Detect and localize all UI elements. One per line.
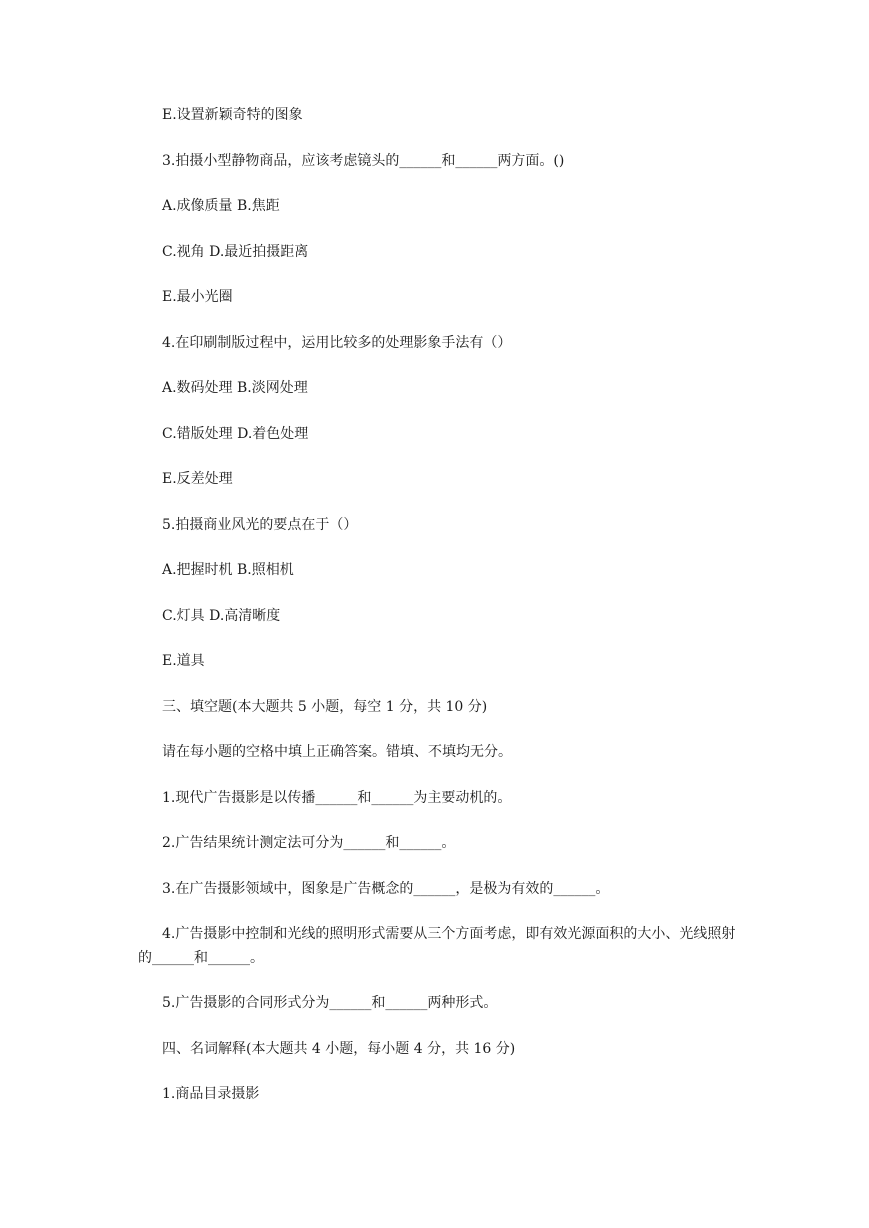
- section-3-instructions: 请在每小题的空格中填上正确答案。错填、不填均无分。: [162, 744, 512, 760]
- fill-question-1: 1.现代广告摄影是以传播______和______为主要动机的。: [162, 790, 512, 806]
- term-question-1: 1.商品目录摄影: [162, 1086, 260, 1102]
- fill-question-5: 5.广告摄影的合同形式分为______和______两种形式。: [162, 995, 498, 1011]
- options-3-ab: A.成像质量 B.焦距: [162, 198, 280, 214]
- options-4-e: E.反差处理: [162, 471, 233, 487]
- options-4-ab: A.数码处理 B.淡网处理: [162, 380, 308, 396]
- question-4-printing: 4.在印刷制版过程中，运用比较多的处理影象手法有（）: [162, 335, 512, 351]
- option-e-novel-image: E.设置新颖奇特的图象: [162, 107, 303, 123]
- options-5-e: E.道具: [162, 653, 205, 669]
- question-5-landscape: 5.拍摄商业风光的要点在于（）: [162, 517, 358, 533]
- section-3-heading: 三、填空题(本大题共 5 小题，每空 1 分，共 10 分): [162, 699, 488, 715]
- question-3-lens: 3.拍摄小型静物商品，应该考虑镜头的______和______两方面。(): [162, 153, 565, 169]
- options-5-cd: C.灯具 D.高清晰度: [162, 608, 281, 624]
- fill-question-3: 3.在广告摄影领域中，图象是广告概念的______，是极为有效的______。: [162, 881, 610, 897]
- section-4-heading: 四、名词解释(本大题共 4 小题，每小题 4 分，共 16 分): [162, 1041, 516, 1057]
- options-4-cd: C.错版处理 D.着色处理: [162, 426, 309, 442]
- fill-question-2: 2.广告结果统计测定法可分为______和______。: [162, 835, 456, 851]
- fill-question-4: 4.广告摄影中控制和光线的照明形式需要从三个方面考虑，即有效光源面积的大小、光线照射的______和______。: [138, 926, 736, 966]
- options-5-ab: A.把握时机 B.照相机: [162, 562, 294, 578]
- options-3-cd: C.视角 D.最近拍摄距离: [162, 244, 309, 260]
- options-3-e: E.最小光圈: [162, 289, 233, 305]
